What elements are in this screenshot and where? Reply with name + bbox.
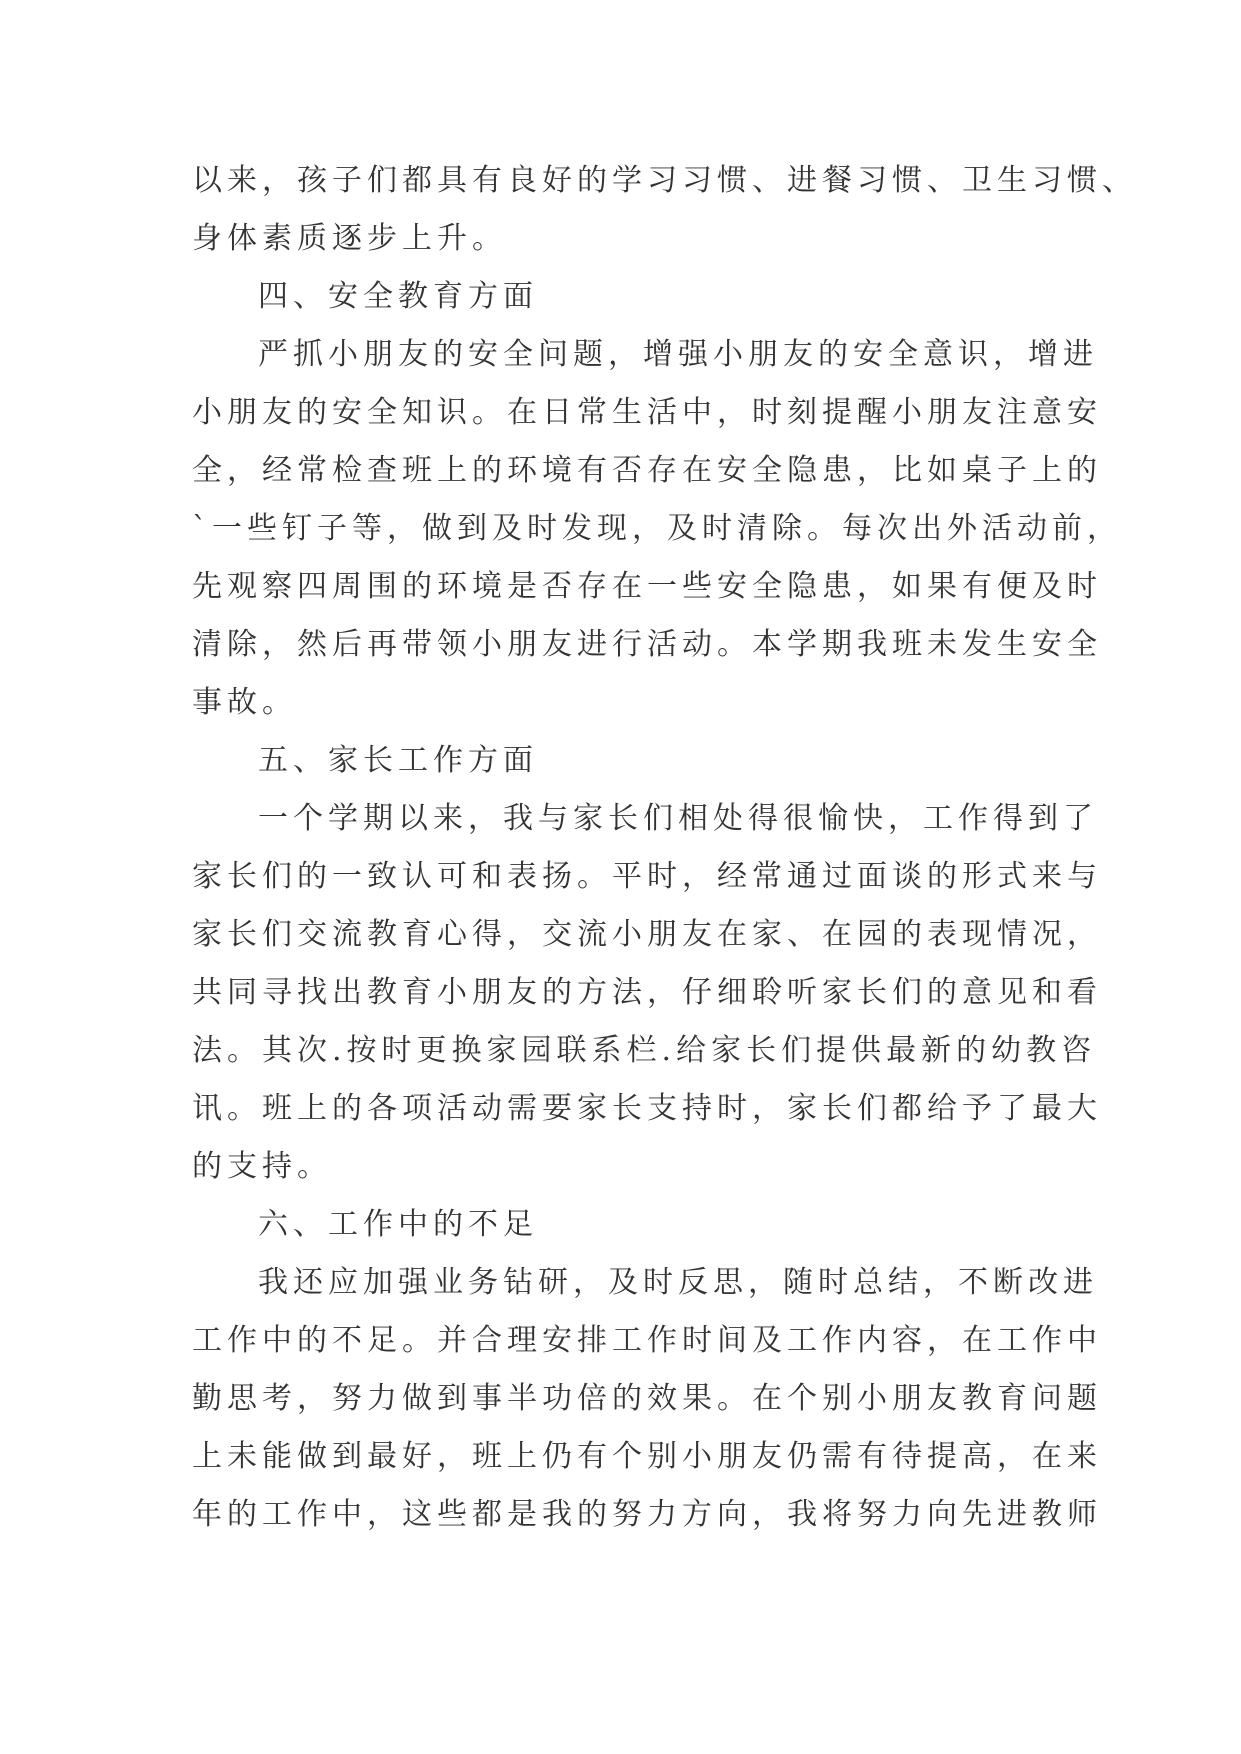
text-line: 上未能做到最好，班上仍有个别小朋友仍需有待提高，在来 (192, 1439, 1102, 1474)
text-line: 小朋友的安全知识。在日常生活中，时刻提醒小朋友注意安 (192, 395, 1102, 430)
text-line: 全，经常检查班上的环境有否存在安全隐患，比如桌子上的 (192, 453, 1102, 488)
text-line: 严抓小朋友的安全问题，增强小朋友的安全意识，增进 (258, 337, 1098, 372)
text-line: 法。其次.按时更换家园联系栏.给家长们提供最新的幼教咨 (192, 1033, 1097, 1068)
text-line: 家长们的一致认可和表扬。平时，经常通过面谈的形式来与 (192, 859, 1102, 894)
text-line: 五、家长工作方面 (258, 743, 538, 778)
text-line: 身体素质逐步上升。 (192, 221, 507, 256)
text-line: 讯。班上的各项活动需要家长支持时，家长们都给予了最大 (192, 1091, 1102, 1126)
text-line: 共同寻找出教育小朋友的方法，仔细聆听家长们的意见和看 (192, 975, 1102, 1010)
text-line: 四、安全教育方面 (258, 279, 538, 314)
text-line: 家长们交流教育心得，交流小朋友在家、在园的表现情况， (192, 917, 1102, 952)
text-line: 清除，然后再带领小朋友进行活动。本学期我班未发生安全 (192, 627, 1102, 662)
text-line: 年的工作中，这些都是我的努力方向，我将努力向先进教师 (192, 1497, 1102, 1532)
text-line: 勤思考，努力做到事半功倍的效果。在个别小朋友教育问题 (192, 1381, 1102, 1416)
text-line: 六、工作中的不足 (258, 1207, 538, 1242)
text-line: 我还应加强业务钻研，及时反思，随时总结，不断改进 (258, 1265, 1098, 1300)
text-line: `一些钉子等，做到及时发现，及时清除。每次出外活动前， (192, 511, 1122, 546)
text-line: 先观察四周围的环境是否存在一些安全隐患，如果有便及时 (192, 569, 1102, 604)
text-line: 一个学期以来，我与家长们相处得很愉快，工作得到了 (258, 801, 1098, 836)
text-line: 的支持。 (192, 1149, 332, 1184)
text-line: 以来，孩子们都具有良好的学习习惯、进餐习惯、卫生习惯、 (192, 163, 1137, 198)
document-body (192, 152, 1137, 1544)
text-line: 事故。 (192, 685, 297, 720)
text-line: 工作中的不足。并合理安排工作时间及工作内容，在工作中 (192, 1323, 1102, 1358)
